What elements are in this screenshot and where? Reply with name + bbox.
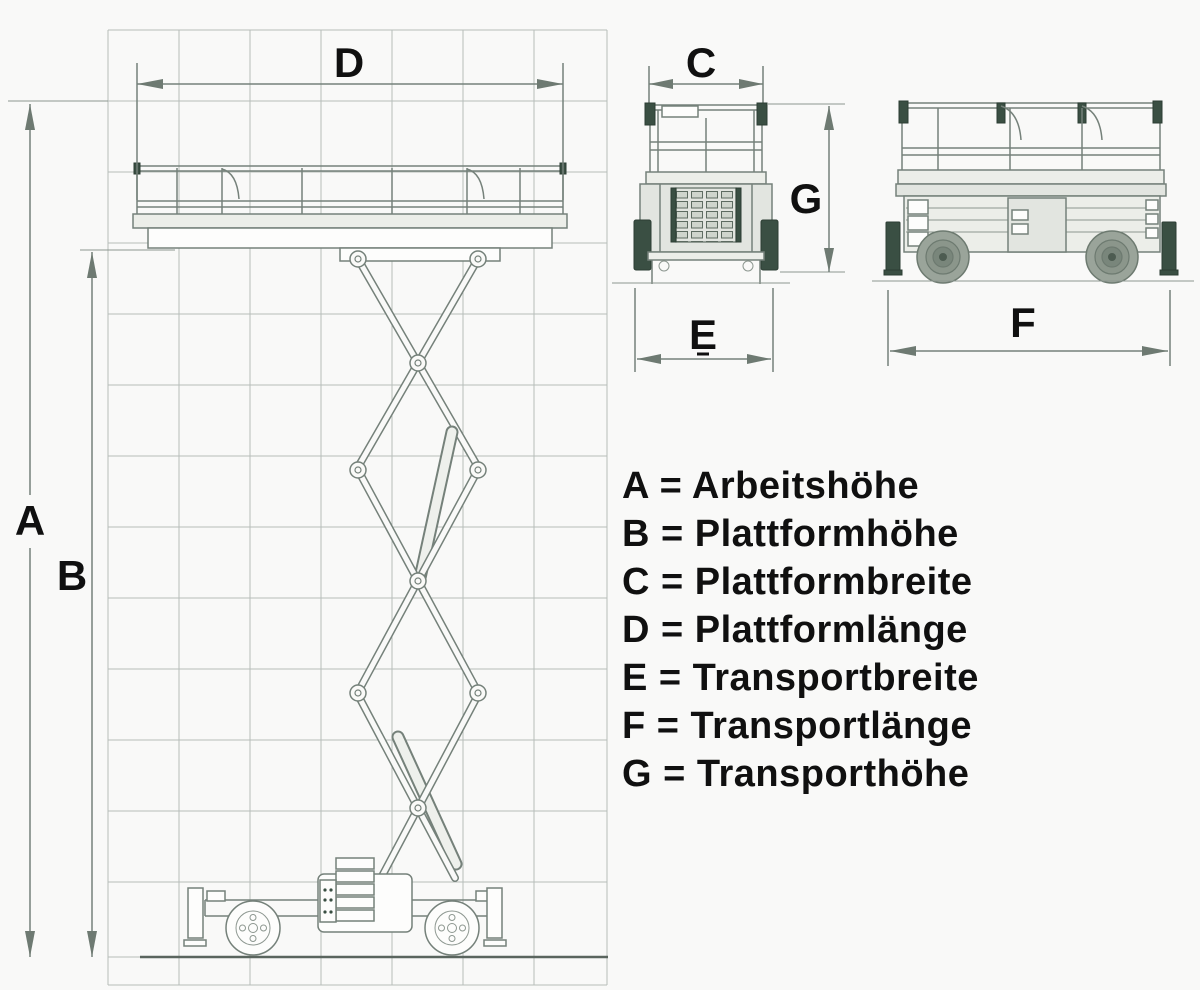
control-panel: [320, 880, 336, 922]
chassis: [140, 858, 608, 957]
wheel: [425, 901, 479, 955]
front-wheel: [634, 220, 651, 270]
front-wheel: [761, 220, 778, 270]
wheel: [917, 231, 969, 283]
front-machine: [612, 103, 790, 284]
toolbox: [662, 106, 698, 117]
legend-item-d: D = Plattformlänge: [622, 609, 968, 651]
rail-corner-post: [645, 103, 655, 125]
main-elevated-view: [133, 163, 608, 957]
legend-item-f: F = Transportlänge: [622, 705, 973, 747]
dimension-G: [768, 104, 845, 272]
dimension-C: [649, 39, 763, 108]
side-view: [872, 101, 1194, 366]
dimension-F: [888, 290, 1170, 366]
wheel: [226, 901, 280, 955]
outrigger: [884, 222, 902, 275]
folded-scissor-stack: [676, 188, 736, 242]
platform-deck: [646, 172, 766, 184]
entry-gate-rail: [222, 169, 239, 199]
rail-corner-post: [899, 101, 908, 123]
scissor-pivots: [350, 251, 486, 816]
legend-item-b: B = Plattformhöhe: [622, 513, 959, 555]
dimension-label-a: A: [14, 497, 46, 544]
dimension-A: [8, 101, 108, 957]
deck-band: [896, 184, 1166, 196]
wheel: [1086, 231, 1138, 283]
dimension-label-c: C: [685, 39, 717, 86]
side-machine: [872, 101, 1194, 283]
rail-corner-post: [1153, 101, 1162, 123]
bumper: [648, 252, 764, 260]
front-view: [612, 39, 845, 372]
engine-box: [318, 858, 412, 932]
background-grid: [108, 30, 607, 985]
legend-item-e: E = Transportbreite: [622, 657, 979, 699]
dimension-B: [57, 250, 175, 957]
legend: [622, 462, 1042, 798]
dimension-label-b: B: [56, 552, 88, 599]
platform: [133, 163, 567, 261]
rail-corner-post: [757, 103, 767, 125]
dimension-E: [635, 288, 773, 372]
dimension-D: [137, 39, 563, 200]
outrigger: [484, 888, 506, 946]
dimension-label-f: F: [1010, 299, 1036, 346]
legend-item-a: A = Arbeitshöhe: [622, 465, 920, 507]
legend-item-g: G = Transporthöhe: [622, 753, 970, 795]
dimension-label-e: E: [688, 311, 718, 358]
outrigger: [184, 888, 206, 946]
outrigger: [1160, 222, 1178, 275]
axle-bracket: [207, 891, 225, 901]
platform-deck: [898, 170, 1164, 184]
entry-gate-rail: [467, 169, 484, 199]
legend-item-c: C = Plattformbreite: [622, 561, 973, 603]
platform-deck: [133, 214, 567, 228]
dimension-label-d: D: [333, 39, 365, 86]
dimension-label-g: G: [789, 175, 823, 222]
scissor-mechanism: [350, 251, 486, 878]
platform-skirt: [148, 228, 552, 248]
